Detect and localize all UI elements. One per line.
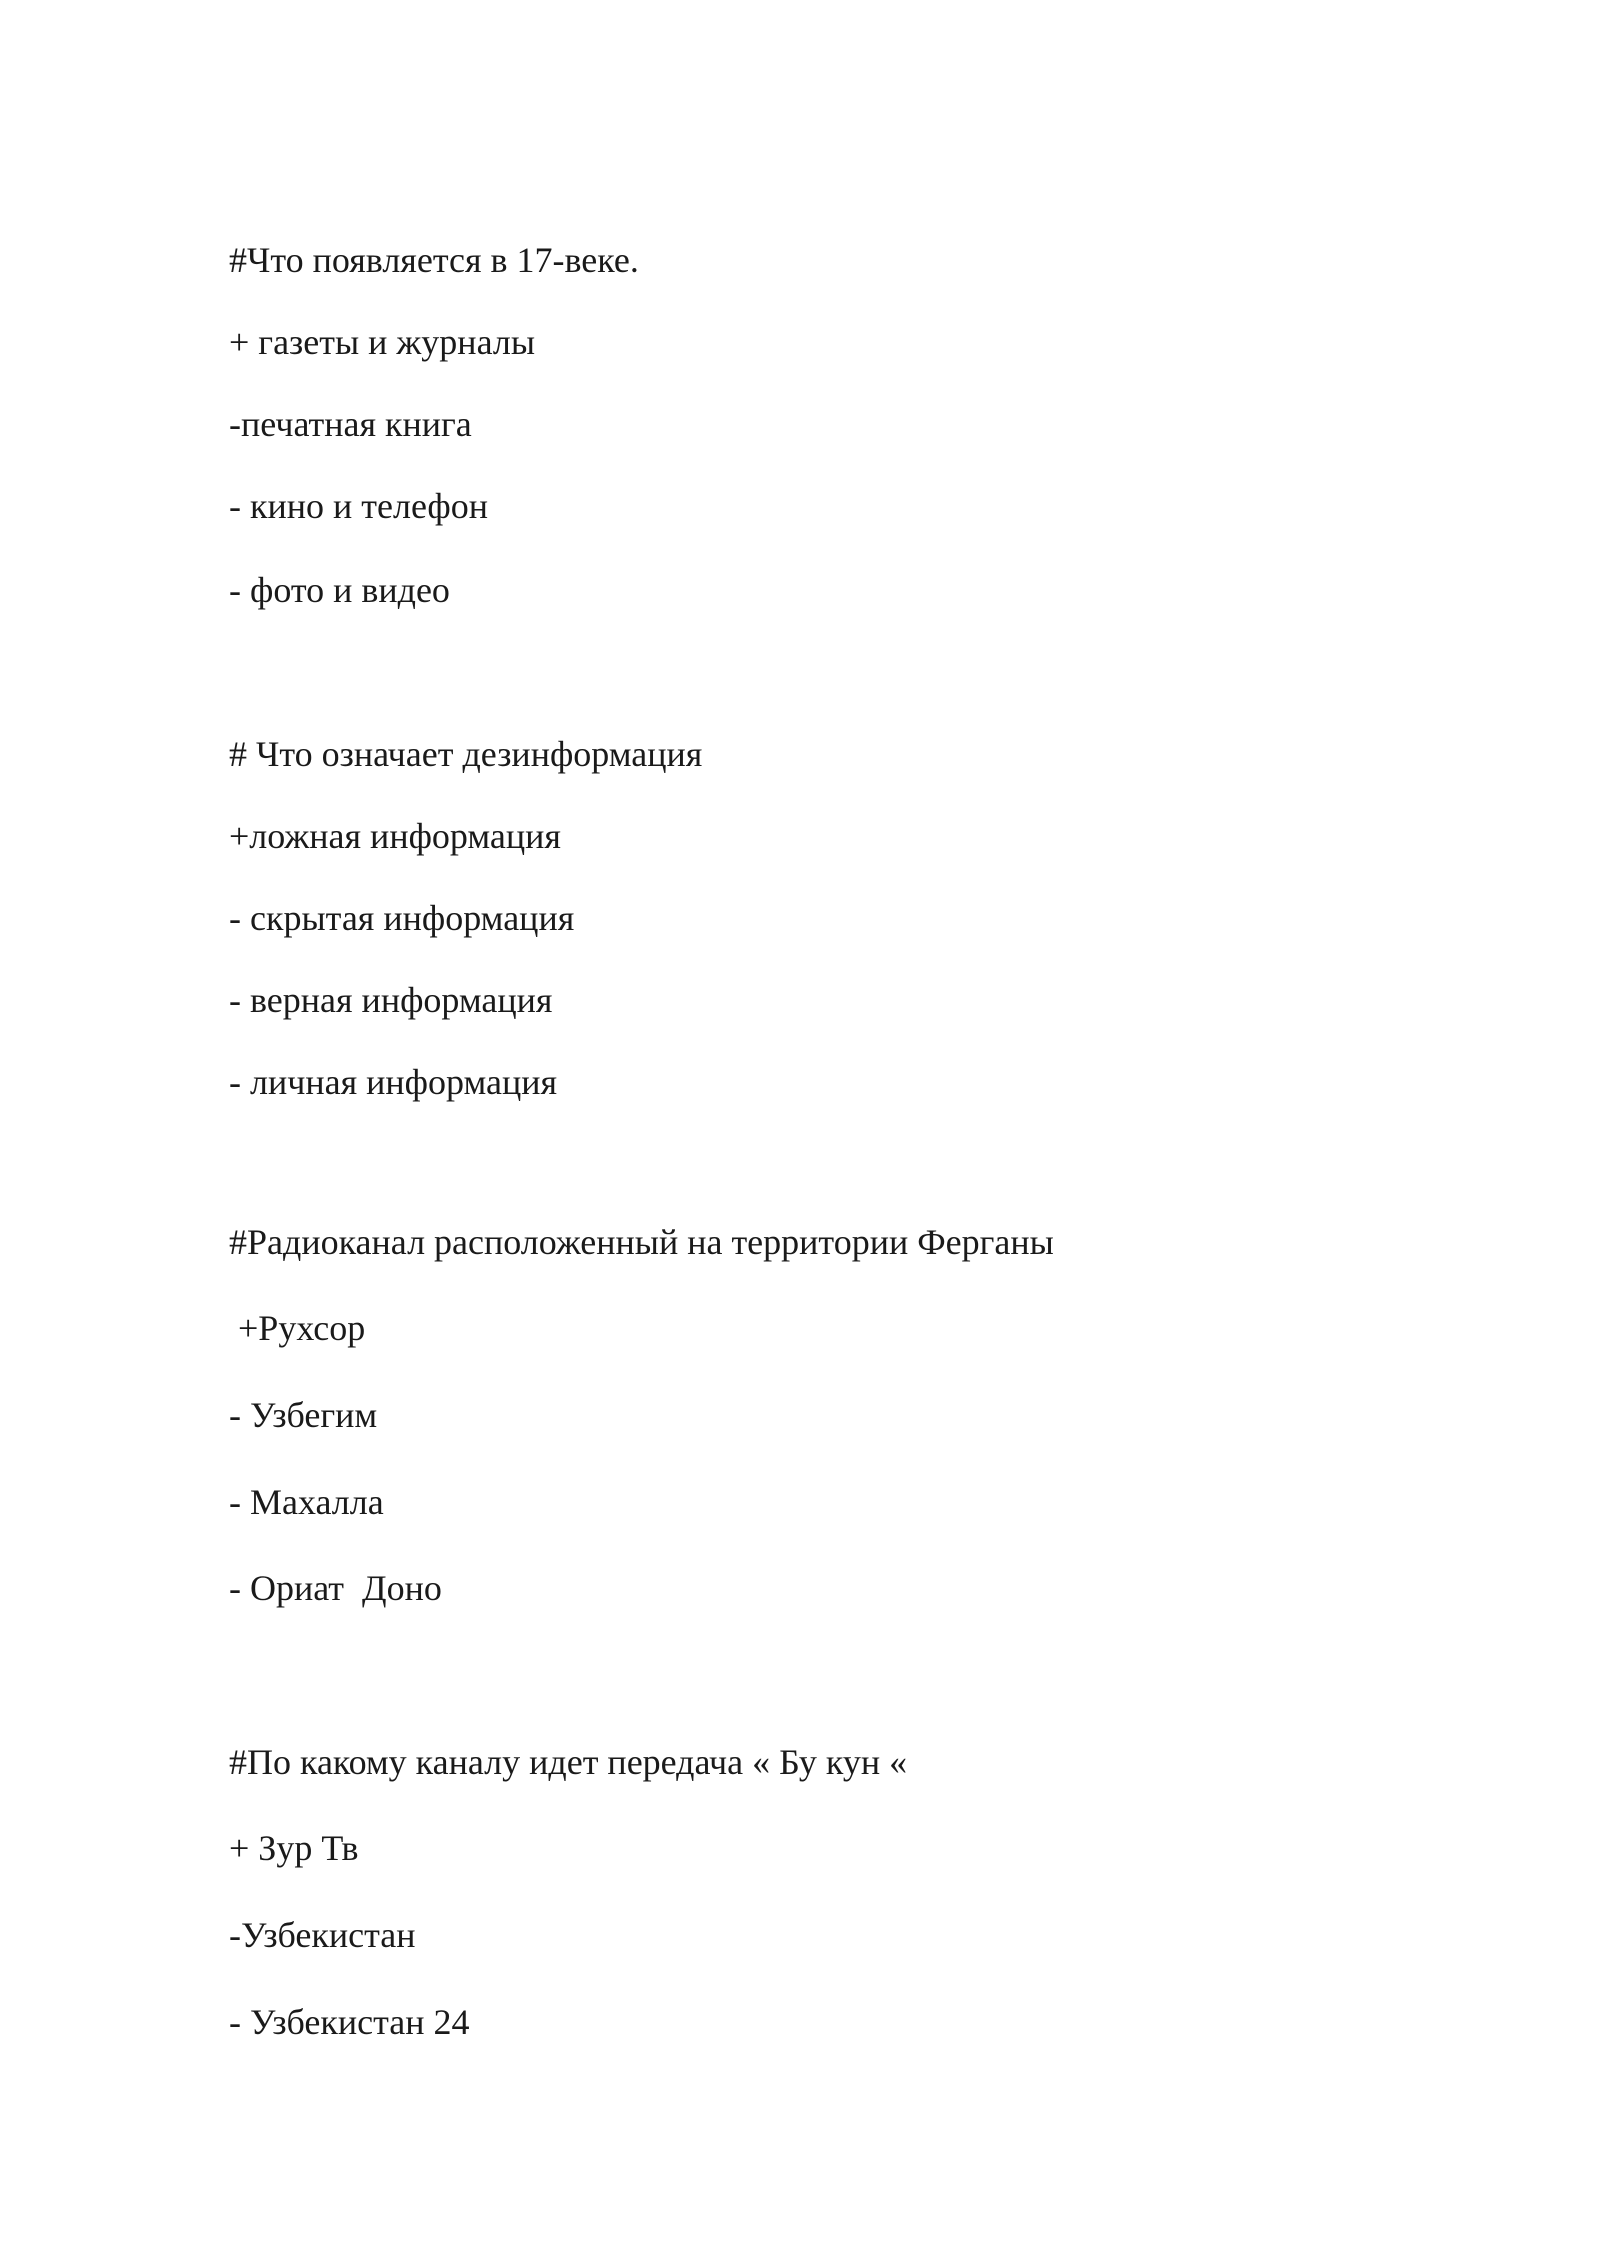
question-3-option-4: - Ориат Доно	[229, 1568, 442, 1608]
question-1-option-3: - кино и телефон	[229, 486, 488, 526]
question-3-text: #Радиоканал расположенный на территории Ферганы	[229, 1222, 1054, 1262]
question-4-option-2: -Узбекистан	[229, 1915, 416, 1955]
question-2-option-4: - личная информация	[229, 1062, 558, 1102]
question-4-option-3: - Узбекистан 24	[229, 2002, 470, 2042]
question-2-option-3: - верная информация	[229, 980, 553, 1020]
question-3-option-2: - Узбегим	[229, 1395, 378, 1435]
question-2-text: # Что означает дезинформация	[229, 734, 703, 774]
question-1-option-1: + газеты и журналы	[229, 322, 536, 362]
question-3-option-3: - Махалла	[229, 1482, 384, 1522]
question-4-option-1: + Зур Тв	[229, 1828, 359, 1868]
question-3-option-1: +Рухсор	[229, 1308, 366, 1348]
question-1-text: #Что появляется в 17-веке.	[229, 240, 639, 280]
question-1-option-4: - фото и видео	[229, 570, 450, 610]
question-1-option-2: -печатная книга	[229, 404, 472, 444]
question-4-text: #По какому каналу идет передача « Бу кун «	[229, 1742, 908, 1782]
question-2-option-2: - скрытая информация	[229, 898, 575, 938]
question-2-option-1: +ложная информация	[229, 816, 561, 856]
